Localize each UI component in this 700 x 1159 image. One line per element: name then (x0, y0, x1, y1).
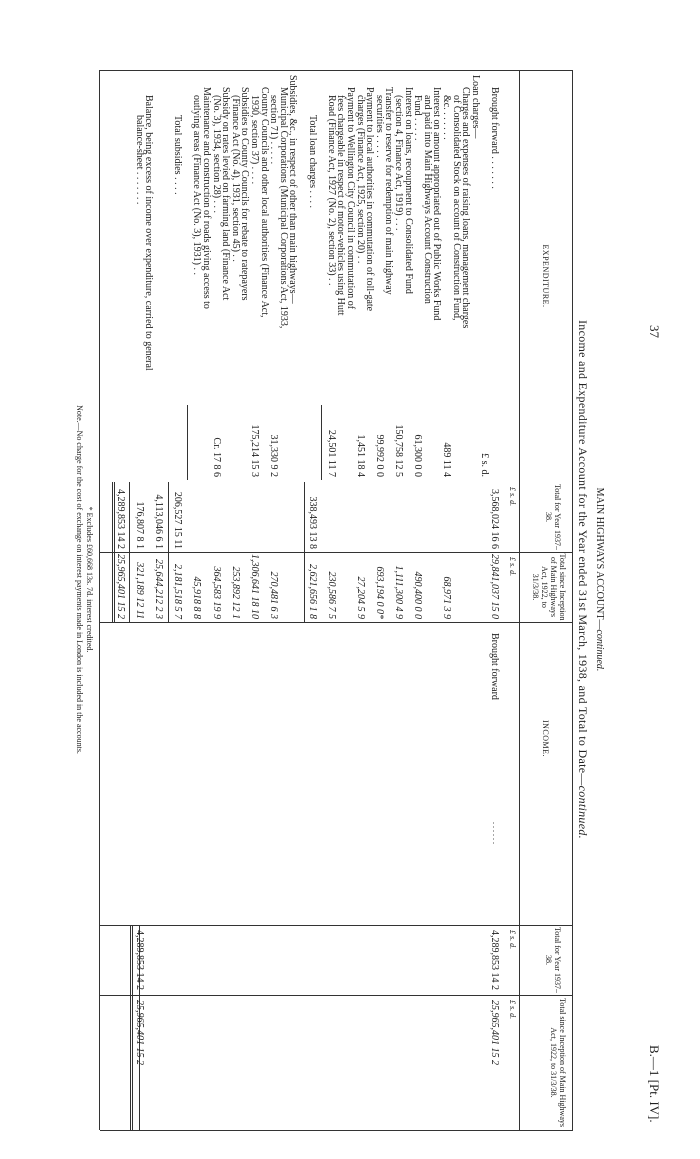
expenditure-row-item-amount: 150,758 12 5 (393, 424, 404, 477)
expenditure-row-since-amount: 490,400 0 0 (412, 571, 424, 619)
expenditure-row-since-amount: 230,586 7 5 (325, 571, 337, 619)
expenditure-row-label: Payment to local authorities in commutation of toll-gate (364, 87, 376, 312)
income-brought-forward-year: 4,289,853 14 2 (489, 930, 500, 990)
expenditure-row-label: Maintenance and construction of roads giving access to (201, 87, 212, 309)
statement-title-continued: continued. (576, 785, 590, 839)
unit-total-since-left: £ s. d. (508, 557, 517, 577)
expenditure-row-label: Subsidies, &c., in respect of other than main highways— (287, 75, 299, 304)
expenditure-row-label: section 71) . . . . . (268, 95, 280, 165)
expenditure-row-since-amount: 2,181,518 5 7 (172, 564, 184, 619)
expenditure-row-item-amount: 24,501 11 7 (325, 429, 337, 477)
expenditure-row-label: Interest on loans, recoupment to Consolidated Fund (402, 87, 414, 294)
expenditure-row-label: outlying areas (Finance Act (No. 3), 1931) . . (191, 95, 203, 275)
income-brought-forward-since: 25,965,401 15 2 (489, 1000, 500, 1065)
expenditure-row-label: Interest on amount appropriated out of Public Works Fund (431, 87, 443, 321)
expenditure-row-since-amount: 25,644,212 2 3 (153, 559, 164, 619)
expenditure-row-label: balance-sheet . . . . . . . (133, 115, 145, 205)
subtotal-rule (321, 405, 322, 480)
expenditure-row-year-amount: 206,527 15 11 (172, 491, 184, 549)
footnote-excludes: * Excludes £60,668 13s. 7d. interest credited. (85, 506, 94, 653)
statement-title-main: Income and Expenditure Account for the Year ended 31st March, 1938, and Total to Date— (576, 320, 590, 786)
header-expenditure: EXPENDITURE. (541, 244, 550, 308)
expenditure-row-label: charges (Finance Act, 1925, section 20) . . (354, 95, 366, 264)
subtotal-rule (187, 405, 188, 480)
account-title-main: MAIN HIGHWAYS ACCOUNT— (594, 487, 605, 630)
header-income: INCOME. (541, 719, 550, 758)
income-brought-forward-label: Brought forward (489, 633, 500, 700)
expenditure-row-label: fees chargeable in respect of motor-vehicles using Hutt (335, 95, 347, 316)
expenditure-row-label: Total loan charges . . . . (306, 115, 318, 208)
page-reference: B.—1 [Pt. IV]. (647, 1045, 662, 1123)
expenditure-row-label: securities . . . . . (373, 95, 385, 158)
expenditure-row-label: Loan charges— (469, 75, 481, 139)
expenditure-row-since-amount: 25,965,401 15 2 (114, 554, 126, 619)
expenditure-row-label: Municipal Corporations (Municipal Corporations Act, 1933, (277, 87, 289, 329)
income-total-year: 4,289,853 14 2 (134, 930, 145, 990)
expenditure-row-year-amount: 176,807 8 1 (133, 501, 145, 549)
expenditure-row-since-amount: 45,918 8 8 (191, 576, 203, 619)
expenditure-row-label: County Councils and other local authorities (Finance Act, (258, 87, 270, 318)
footnote-note: Note.—No charge for the cost of exchange on interest payments made in London is included in the accounts. (75, 405, 84, 754)
expenditure-row-label: &c. . . . . . . (441, 95, 452, 140)
expenditure-row-year-amount: 4,289,853 14 2 (114, 489, 126, 549)
expenditure-row-item-amount: 31,330 9 2 (268, 434, 280, 477)
expenditure-row-since-amount: 2,621,656 1 8 (306, 564, 318, 619)
expenditure-row-label: (Finance Act (No. 4), 1931, section 45) . . (229, 95, 241, 262)
expenditure-row-since-amount: 693,194 0 0* (373, 566, 385, 619)
income-brought-forward-leaders: . . . . . . (491, 822, 500, 844)
expenditure-row-label: 1930, section 37) . . . . (249, 95, 260, 185)
expenditure-row-item-amount: 175,214 15 3 (249, 424, 260, 477)
expenditure-row-label: Transfer to reserve for redemption of main highway (383, 87, 395, 295)
expenditure-row-since-amount: 253,892 12 1 (229, 566, 241, 619)
expenditure-row-label: Brought forward . . . . . . . (489, 87, 500, 189)
expenditure-row-since-amount: 29,841,037 15 0 (489, 554, 500, 619)
expenditure-row-since-amount: 1,306,641 18 10 (249, 554, 260, 619)
expenditure-row-label: (section 4, Finance Act, 1919) . . . (393, 95, 404, 231)
page-number: 37 (647, 325, 662, 338)
grand-total-double-rule (114, 482, 115, 622)
expenditure-row-year-amount: 3,568,024 16 6 (489, 489, 500, 549)
expenditure-row-since-amount: 321,189 12 11 (133, 562, 145, 619)
expenditure-row-label: Subsidy on rates levied on farming land (Finance Act (220, 87, 232, 301)
expenditure-row-item-amount: 61,300 0 0 (412, 434, 424, 477)
header-total-year-right: Total for Year 1937–38. (544, 926, 562, 994)
expenditure-row-item-amount: 99,992 0 0 (373, 434, 385, 477)
expenditure-row-label: Balance, being excess of income over expenditure, carried to general (143, 95, 155, 371)
account-title (594, 0, 605, 1159)
expenditure-row-label: of Consolidated Stock on account of Construction Fund, (450, 95, 462, 321)
account-title-continued: continued. (594, 629, 605, 672)
unit-total-since-right: £ s. d. (508, 1000, 517, 1020)
expenditure-row-label: Fund . . . . . (412, 95, 424, 141)
expenditure-row-label: Total subsidies . . . . (172, 115, 184, 195)
expenditure-row-label: Road (Finance Act, 1927 (No. 2), section 33) . . (325, 95, 337, 286)
statement-title (575, 0, 590, 1159)
expenditure-row-year-amount: 338,493 13 8 (306, 496, 318, 549)
unit-total-year-left: £ s. d. (508, 487, 517, 507)
expenditure-row-label: (No. 3), 1934, section 28) . . . (210, 95, 222, 214)
expenditure-row-since-amount: 27,204 5 9 (354, 576, 366, 619)
header-total-year-left: Total for Year 1937–38. (544, 483, 562, 551)
header-total-since-right: Total since Inception of Main Highways Act, 1922, to 31/3/38. (549, 998, 567, 1127)
expenditure-row-since-amount: 364,583 19 9 (210, 566, 222, 619)
expenditure-row-year-amount: 4,113,046 6 1 (153, 494, 164, 549)
expenditure-row-item-amount: 1,451 18 4 (354, 434, 366, 477)
header-total-since-left: Total since Inception of Main Highways Act, 1922, to 31/3/38. (531, 553, 567, 621)
expenditure-row-label: and paid into Main Highways Account Construction (421, 95, 433, 304)
total-rule (168, 482, 169, 622)
expenditure-row-label: Charges and expenses of raising loans, management charges (460, 87, 472, 329)
expenditure-row-label: Payment to Wellington City Council in commutation of (345, 87, 356, 310)
unit-total-year-right: £ s. d. (508, 930, 517, 950)
income-total-since: 25,965,401 15 2 (134, 1000, 145, 1065)
expenditure-row-item-amount: Cr. 17 8 6 (210, 437, 222, 477)
expenditure-row-since-amount: 1,111,300 4 9 (393, 565, 404, 619)
expenditure-row-item-amount: £ s. d. (479, 453, 491, 477)
section-rule (304, 482, 305, 622)
total-rule (129, 482, 130, 622)
grand-total-double-rule (112, 482, 113, 622)
expenditure-row-since-amount: 270,481 6 3 (268, 571, 280, 619)
expenditure-row-item-amount: 489 11 4 (441, 442, 452, 477)
expenditure-row-since-amount: 68,971 3 9 (441, 576, 452, 619)
expenditure-row-label: Subsidies to County Councils for rebate to ratepayers (239, 87, 251, 301)
